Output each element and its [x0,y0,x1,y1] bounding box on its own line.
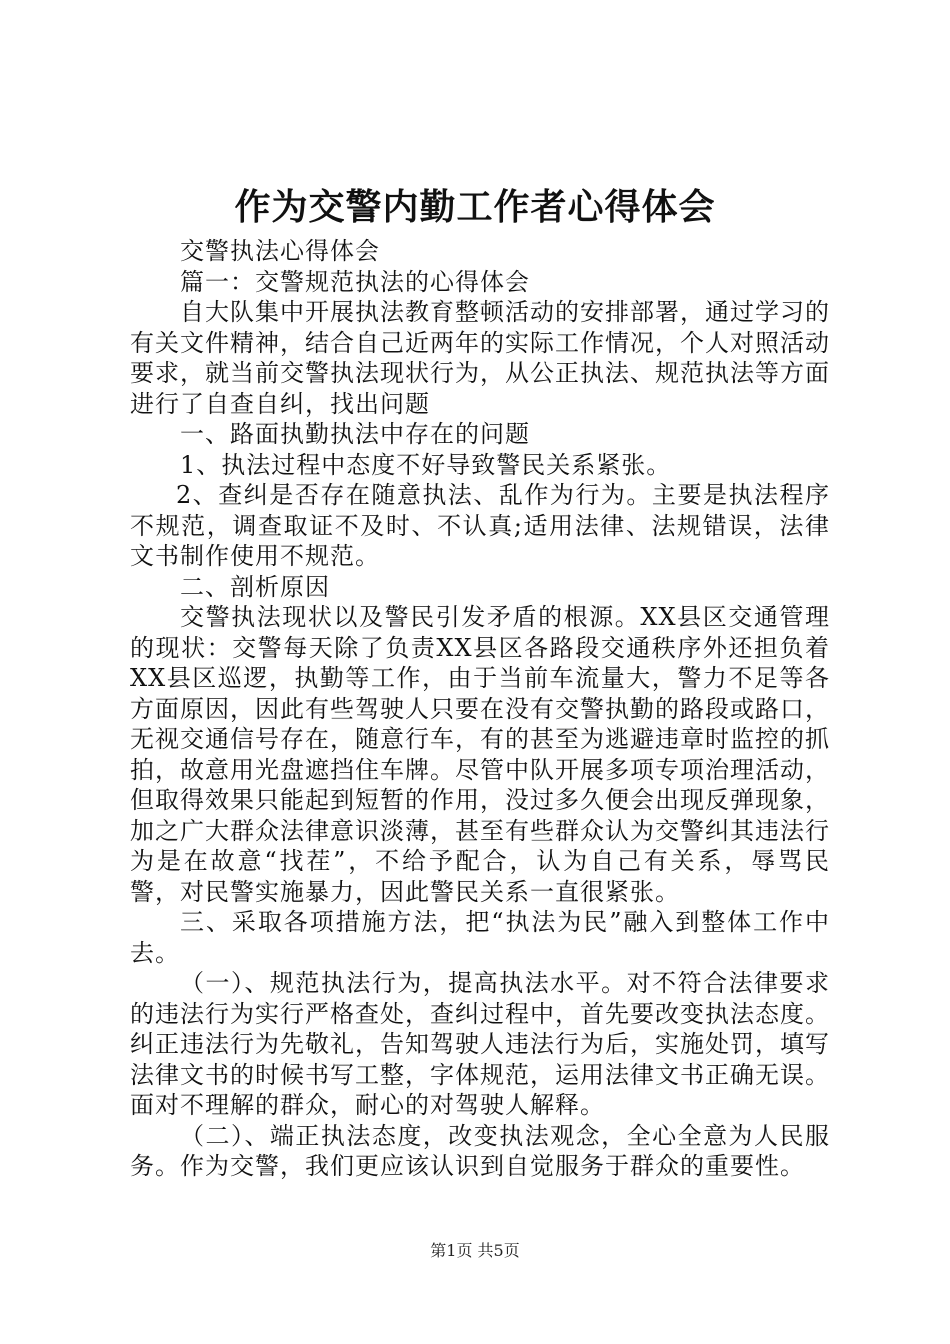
paragraph-heading: 交警执法心得体会 [180,237,380,265]
document-body [130,236,830,1182]
paragraph: 自大队集中开展执法教育整顿活动的安排部署，通过学习的有关文件精神，结合自己近两年的实际工作情况，个人对照活动要求，就当前交警执法现状行为，从公正执法、规范执法等方面进行了自查自纠，找出问题 [130,298,830,418]
page-number-footer: 第1页 共5页 [430,1241,520,1260]
section-heading: 一、路面执勤执法中存在的问题 [180,420,530,448]
document-title: 作为交警内勤工作者心得体会 [234,187,716,228]
paragraph: （一）、规范执法行为，提高执法水平。对不符合法律要求的违法行为实行严格查处，查纠过程中，首先要改变执法态度。纠正违法行为先敬礼，告知驾驶人违法行为后，实施处罚，填写法律文书的时候书写工整，字体规范，运用法律文书正确无误。面对不理解的群众，耐心的对驾驶人解释。 [130,969,830,1119]
list-item: 1、执法过程中态度不好导致警民关系紧张。 [180,450,672,479]
section-heading: 二、剖析原因 [180,572,330,601]
paragraph: （二）、端正执法态度，改变执法观念，全心全意为人民服务。作为交警，我们更应该认识到自觉服务于群众的重要性。 [130,1121,830,1180]
paragraph-subheading: 篇一：交警规范执法的心得体会 [180,267,530,296]
paragraph: 交警执法现状以及警民引发矛盾的根源。XX县区交通管理的现状：交警每天除了负责XX县区各路段交通秩序外还担负着XX县区巡逻，执勤等工作，由于当前车流量大，警力不足等各方面原因，因此有些驾驶人只要在没有交警执勤的路段或路口，无视交通信号存在，随意行车，有的甚至为逃避违章时监控的抓拍，故意用光盘遮挡住车牌。尽管中队开展多项专项治理活动，但取得效果只能起到短暂的作用，没过多久便会出现反弹现象，加之广大群众法律意识淡薄，甚至有些群众认为交警纠其违法行为是在故意“找茬”，不给予配合，认为自己有关系，辱骂民警，对民警实施暴力，因此警民关系一直很紧张。 [130,603,830,906]
list-item: 2、查纠是否存在随意执法、乱作为行为。主要是执法程序不规范，调查取证不及时、不认真;适用法律、法规错误，法律文书制作使用不规范。 [130,481,830,570]
section-heading: 三、采取各项措施方法，把“执法为民”融入到整体工作中去。 [130,908,830,967]
